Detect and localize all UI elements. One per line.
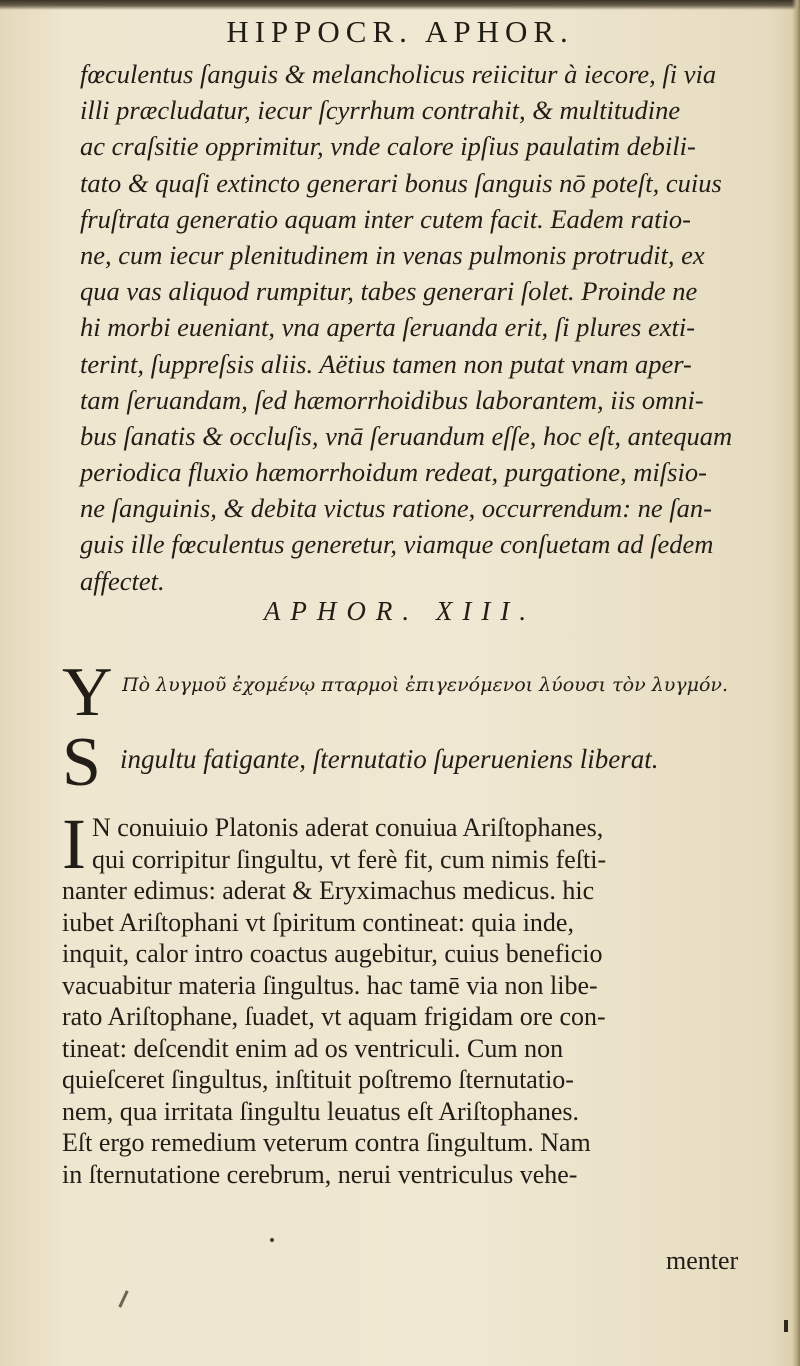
page-right-edge bbox=[792, 0, 800, 1366]
text-line: hi morbi eueniant, vna aperta ſeruanda erit, ſi plures exti- bbox=[80, 312, 696, 343]
greek-text: Πὸ λυγμοῦ ἐχομένῳ πταρμοὶ ἐπιγενόμενοι λύουσι τὸν λυγμόν. bbox=[122, 674, 729, 696]
text-line: vacuabitur materia ſingultus. hac tamē via non libe- bbox=[62, 970, 598, 1000]
text-line: ne, cum iecur plenitudinem in venas pulmonis protrudit, ex bbox=[80, 239, 705, 270]
text-line: ne ſanguinis, & debita victus ratione, occurrendum: ne ſan- bbox=[80, 493, 712, 524]
text-line: affectet. bbox=[80, 565, 165, 596]
latin-aphorism-text: ingultu fatigante, ſternutatio ſuperueniens liberat. bbox=[120, 744, 659, 774]
text-line: guis ille fœculentus generetur, viamque conſuetam ad ſedem bbox=[80, 529, 714, 560]
text-line: bus ſanatis & occluſis, vnā ſeruandum eſſe, hoc eſt, antequam bbox=[80, 420, 733, 451]
latin-initial: S bbox=[62, 724, 101, 801]
text-line: qui corripitur ſingultu, vt ferè fit, cum nimis feſti- bbox=[92, 844, 607, 874]
text-line: nem, qua irritata ſingultu leuatus eſt Ariſtophanes. bbox=[62, 1096, 579, 1126]
text-line: in ſternutatione cerebrum, nerui ventriculus vehe- bbox=[62, 1159, 578, 1189]
ink-mark bbox=[118, 1290, 128, 1308]
text-line: tam ſeruandam, ſed hæmorrhoidibus laborantem, iis omni- bbox=[80, 384, 704, 415]
latin-aphorism bbox=[62, 724, 792, 802]
text-line: terint, ſuppreſsis aliis. Aëtius tamen non putat vnam aper- bbox=[80, 348, 692, 379]
text-line: illi præcludatur, iecur ſcyrrhum contrahit, & multitudine bbox=[80, 95, 681, 126]
text-line: quieſceret ſingultus, inſtituit poſtremo ſternutatio- bbox=[62, 1065, 574, 1094]
text-line: N conuiuio Platonis aderat conuiua Ariſtophanes, bbox=[92, 813, 604, 842]
text-line: periodica fluxio hæmorrhoidum redeat, purgatione, miſsio- bbox=[80, 457, 707, 488]
page-top-shadow bbox=[0, 0, 800, 10]
running-head: HIPPOCR. APHOR. bbox=[226, 14, 574, 49]
text-line: ac craſsitie opprimitur, vnde calore ipſius paulatim debili- bbox=[80, 131, 696, 162]
text-line: tineat: deſcendit enim ad os ventriculi. Cum non bbox=[62, 1033, 564, 1063]
text-line: rato Ariſtophane, ſuadet, vt aquam frigidam ore con- bbox=[62, 1002, 606, 1031]
aphorism-title: APHOR. XIII. bbox=[263, 596, 537, 626]
commentary-initial: I bbox=[62, 804, 86, 884]
text-line: qua vas aliquod rumpitur, tabes generari ſolet. Proinde ne bbox=[80, 276, 698, 307]
greek-aphorism bbox=[62, 654, 792, 731]
text-line: inquit, calor intro coactus augebitur, cuius beneficio bbox=[62, 939, 603, 968]
margin-mark bbox=[784, 1320, 788, 1332]
catchword: menter bbox=[666, 1246, 739, 1275]
text-line: nanter edimus: aderat & Eryximachus medicus. hic bbox=[62, 876, 595, 905]
commentary-paragraph bbox=[62, 804, 792, 1190]
text-line: Eſt ergo remedium veterum contra ſingultum. Nam bbox=[62, 1128, 591, 1157]
text-line: iubet Ariſtophani vt ſpiritum contineat: quia inde, bbox=[62, 907, 574, 937]
greek-initial: Υ bbox=[62, 654, 113, 731]
italic-paragraph bbox=[80, 56, 792, 599]
text-line: tato & quaſi extincto generari bonus ſanguis nō poteſt, cuius bbox=[80, 167, 722, 198]
ink-spot bbox=[270, 1238, 274, 1242]
text-line: fœculentus ſanguis & melancholicus reiicitur à iecore, ſi via bbox=[80, 59, 717, 89]
text-line: fruſtrata generatio aquam inter cutem facit. Eadem ratio- bbox=[80, 203, 691, 234]
